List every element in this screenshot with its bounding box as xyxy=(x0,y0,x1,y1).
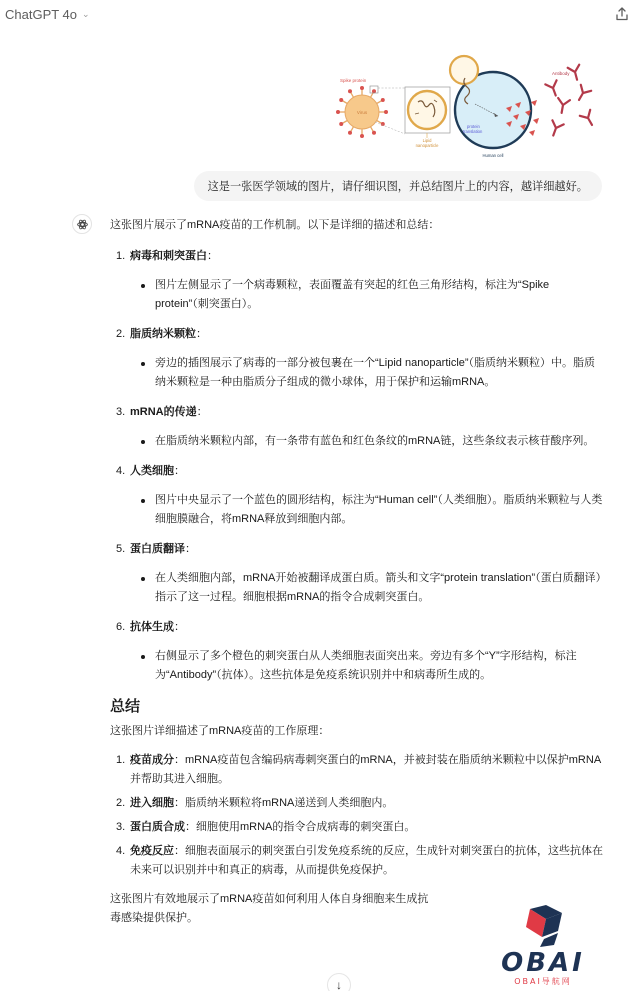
item-colon: ： xyxy=(174,621,185,633)
closing-visible-end: 毒感染提供保护。 xyxy=(110,912,198,924)
summary-text: ：mRNA疫苗包含编码病毒刺突蛋白的mRNA，并被封装在脂质纳米颗粒中以保护mRNA并帮助其进入细胞。 xyxy=(130,754,602,785)
item-bullet: 图片左侧显示了一个病毒颗粒，表面覆盖有突起的红色三角形结构，标注为“Spike protein”（刺突蛋白）。 xyxy=(130,276,604,314)
watermark-subtitle: OBAI导航网 xyxy=(514,977,572,986)
detail-item xyxy=(110,247,604,314)
item-title: 蛋白质翻译 xyxy=(130,543,185,555)
detail-item xyxy=(110,403,604,451)
model-name: ChatGPT 4o xyxy=(5,7,78,22)
summary-list xyxy=(110,751,604,880)
obai-watermark-logo xyxy=(478,905,608,987)
spike-tip xyxy=(348,131,352,135)
item-title: mRNA的传递 xyxy=(130,406,197,418)
item-colon: ： xyxy=(196,406,208,418)
item-title: 抗体生成 xyxy=(130,621,174,633)
virus-illustration xyxy=(336,86,388,138)
antibody-y-shape xyxy=(548,120,564,137)
detail-item xyxy=(110,325,604,392)
uploaded-image-mrna-vaccine[interactable] xyxy=(330,50,620,162)
item-colon: ： xyxy=(174,465,185,477)
summary-number: 2. xyxy=(116,797,126,809)
item-colon: ： xyxy=(196,328,207,340)
summary-text: ：细胞使用mRNA的指令合成病毒的刺突蛋白。 xyxy=(185,821,416,833)
antibody-y-shape xyxy=(580,110,597,128)
detail-item xyxy=(110,462,604,529)
protein-translation-label-2: translation xyxy=(463,129,483,134)
item-bullet: 在脂质纳米颗粒内部，有一条带有蓝色和红色条纹的mRNA链，这些条纹表示核苷酸序列。 xyxy=(130,432,604,451)
virus-label: Virus xyxy=(356,110,368,115)
spike-tip xyxy=(360,134,364,138)
scroll-to-bottom-button[interactable] xyxy=(327,973,351,991)
spike-tip xyxy=(381,98,385,102)
user-message-text: 这是一张医学领域的图片，请仔细识图，并总结图片上的内容，越详细越好。 xyxy=(207,181,588,193)
summary-number: 4. xyxy=(116,845,126,857)
antibody-y-shape xyxy=(545,80,561,97)
model-selector[interactable] xyxy=(5,7,90,22)
summary-title: 进入细胞 xyxy=(130,797,174,809)
summary-text: ：脂质纳米颗粒将mRNA递送到人类细胞内。 xyxy=(174,797,394,809)
lipid-label-line2: nanoparticle xyxy=(415,143,439,148)
antibody-y-shape xyxy=(574,85,591,103)
summary-text: ：细胞表面展示的刺突蛋白引发免疫系统的反应，生成针对刺突蛋白的抗体，这些抗体在未来可以识别并中和真正的病毒，从而提供免疫保护。 xyxy=(130,845,603,876)
human-cell-illustration xyxy=(450,56,531,148)
assistant-intro: 这张图片展示了mRNA疫苗的工作机制。以下是详细的描述和总结： xyxy=(110,219,440,231)
assistant-message xyxy=(110,216,604,928)
summary-number: 1. xyxy=(116,754,126,766)
item-number: 5. xyxy=(116,543,126,555)
detail-item xyxy=(110,618,604,685)
item-number: 1. xyxy=(116,250,126,262)
spike-tip xyxy=(336,110,340,114)
summary-intro: 这张图片详细描述了mRNA疫苗的工作原理： xyxy=(110,725,330,737)
human-cell-label: Human cell xyxy=(482,153,504,158)
summary-item xyxy=(110,818,604,837)
spike-tip xyxy=(381,122,385,126)
item-bullet: 旁边的插图展示了病毒的一部分被包裹在一个“Lipid nanoparticle”（脂质纳米颗粒）中。脂质纳米颗粒是一种由脂质分子组成的微小球体，用于保护和运输mRNA。 xyxy=(130,354,604,392)
item-title: 病毒和刺突蛋白 xyxy=(130,250,207,262)
share-icon[interactable] xyxy=(614,6,630,22)
spike-tip xyxy=(360,86,364,90)
summary-title: 疫苗成分 xyxy=(130,754,174,766)
summary-item xyxy=(110,842,604,880)
antibody-y-shape xyxy=(568,65,583,82)
item-bullet: 图片中央显示了一个蓝色的圆形结构，标注为“Human cell”（人类细胞）。脂质纳米颗粒与人类细胞膜融合，将mRNA释放到细胞内部。 xyxy=(130,491,604,529)
antibody-y-shape xyxy=(556,98,570,114)
spike-tip xyxy=(372,131,376,135)
antibody-label: Antibody xyxy=(552,71,570,76)
spike-tip xyxy=(348,89,352,93)
spike-protein-mark xyxy=(533,118,539,124)
item-number: 2. xyxy=(116,328,126,340)
spike-tip xyxy=(339,122,343,126)
detail-item xyxy=(110,540,604,607)
spike-protein-mark xyxy=(531,100,537,106)
summary-heading: 总结 xyxy=(110,698,141,715)
summary-item xyxy=(110,794,604,813)
item-colon: ： xyxy=(185,543,196,555)
lipid-nanoparticle-illustration xyxy=(405,87,450,133)
item-title: 人类细胞 xyxy=(130,465,174,477)
spike-tip xyxy=(372,89,376,93)
item-colon: ： xyxy=(207,250,218,262)
item-number: 6. xyxy=(116,621,126,633)
watermark-brand: OBAI xyxy=(501,948,585,978)
spike-protein-mark xyxy=(529,130,535,136)
closing-visible-start: 这张图片有效地展示了mRNA疫苗如何利用人体自身细胞来生成抗 xyxy=(110,893,429,905)
lipid-label-line1: Lipid xyxy=(422,138,432,143)
item-title: 脂质纳米颗粒 xyxy=(130,328,196,340)
summary-number: 3. xyxy=(116,821,126,833)
item-number: 4. xyxy=(116,465,126,477)
spike-tip xyxy=(339,98,343,102)
summary-title: 免疫反应 xyxy=(130,845,174,857)
openai-logo-icon xyxy=(72,214,92,234)
item-bullet: 右侧显示了多个橙色的刺突蛋白从人类细胞表面突出来。旁边有多个“Y”字形结构，标注为“Antibody”（抗体）。这些抗体是免疫系统识别并中和病毒所生成的。 xyxy=(130,647,604,685)
protein-translation-label-1: protein xyxy=(467,124,480,129)
summary-title: 蛋白质合成 xyxy=(130,821,185,833)
top-bar xyxy=(0,0,640,30)
item-bullet: 在人类细胞内部，mRNA开始被翻译成蛋白质。箭头和文字“protein translation”（蛋白质翻译）指示了这一过程。细胞根据mRNA的指令合成刺突蛋白。 xyxy=(130,569,604,607)
arrow-down-icon: ↓ xyxy=(336,978,342,991)
summary-item xyxy=(110,751,604,789)
user-message-bubble xyxy=(194,171,602,201)
detail-list xyxy=(110,247,604,685)
spike-tip xyxy=(384,110,388,114)
chevron-down-icon: ⌄ xyxy=(82,9,90,19)
spike-protein-label: Spike protein xyxy=(340,78,367,83)
item-number: 3. xyxy=(116,406,126,418)
